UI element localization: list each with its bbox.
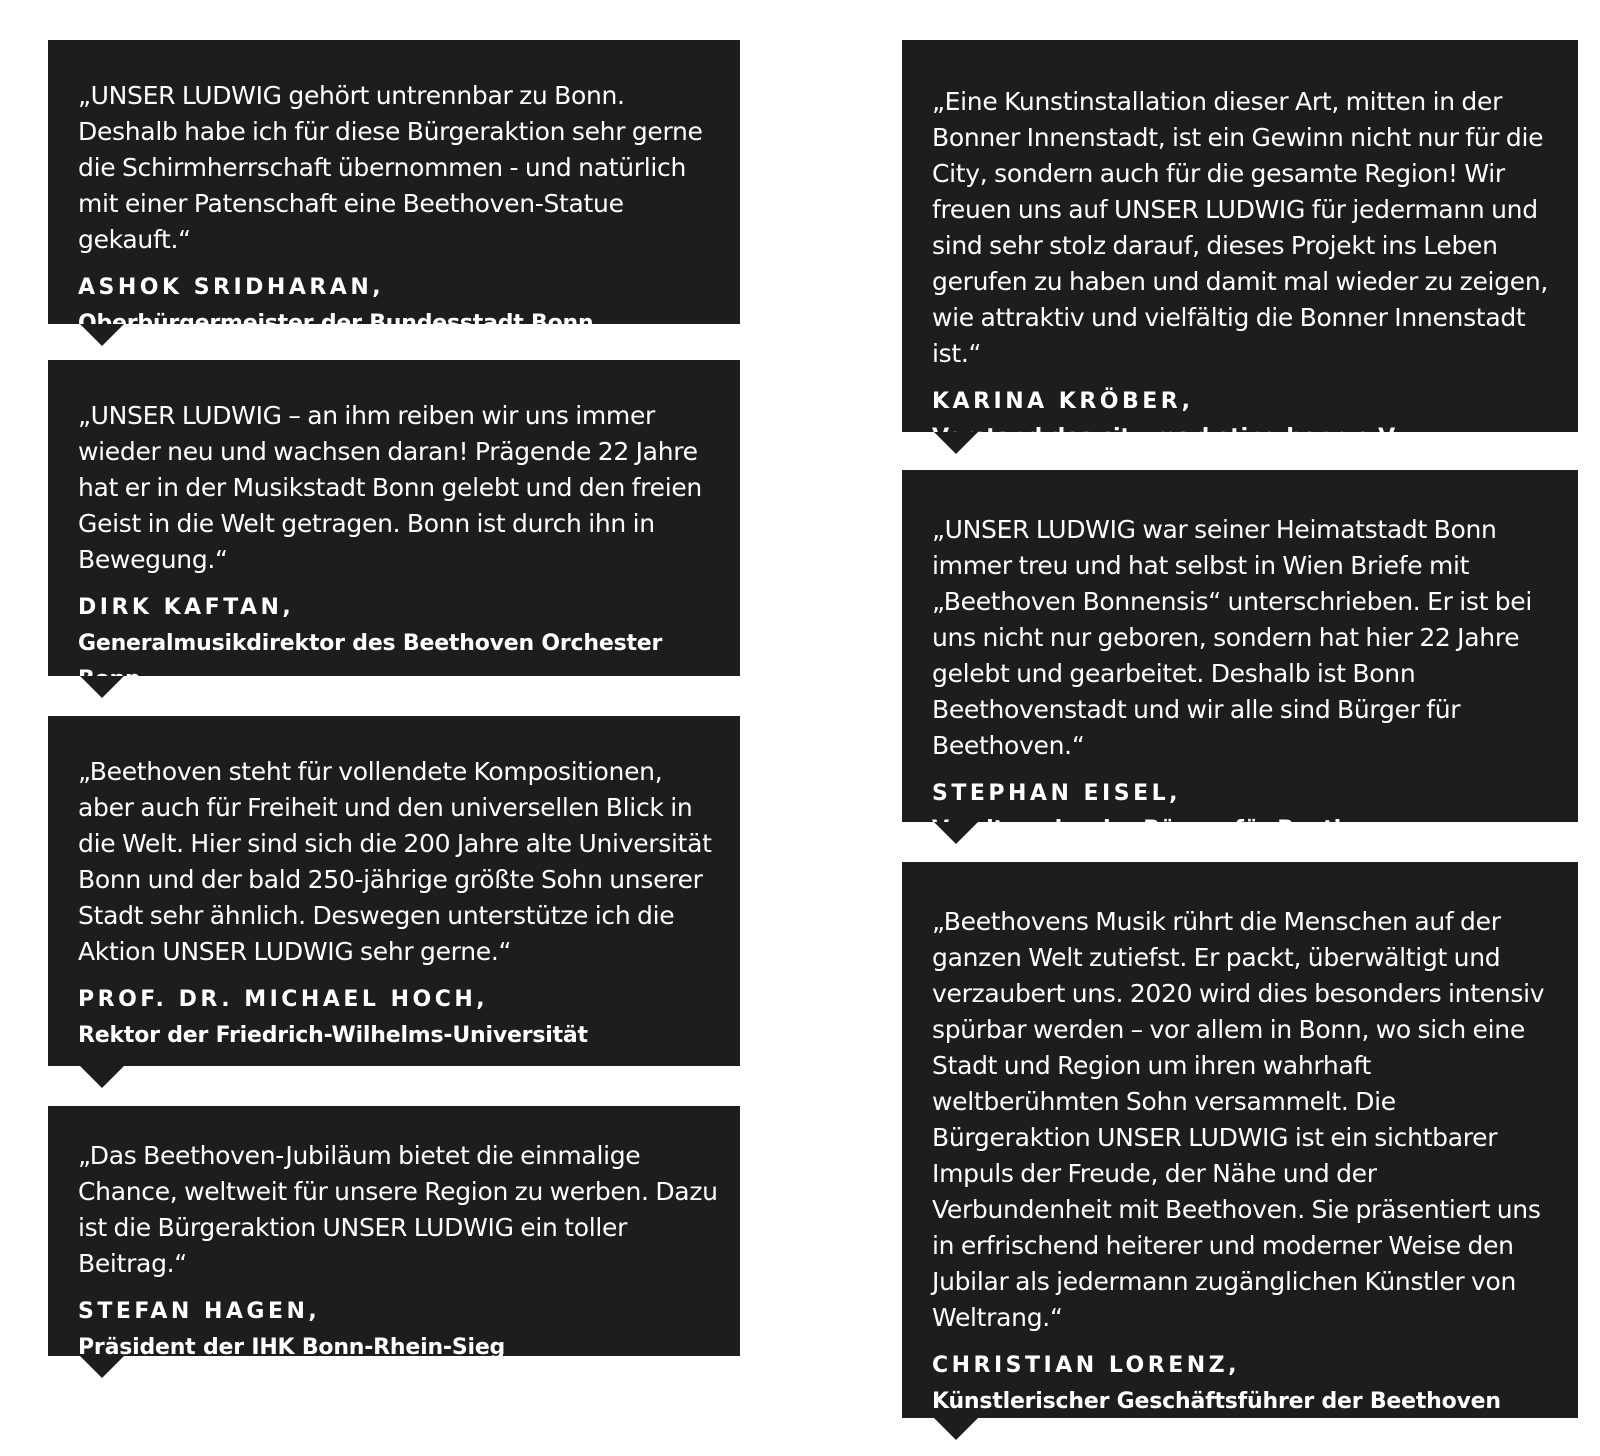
quote-author: STEFAN HAGEN,: [78, 1299, 321, 1324]
quote-text: „Beethovens Musik rührt die Menschen auf der ganzen Welt zutiefst. Er packt, überwältigt und verzaubert uns. 2020 wird dies besonders intensiv spürbar werden – vor allem in Bonn, wo sich eine Stadt und Region um ihren wahrhaft weltberühmten Sohn versammelt. Die Bürgeraktion UNSER LUDWIG ist ein sichtbarer Impuls der Freude, der Nähe und der Verbundenheit mit Beethoven. Sie präsentiert uns in erfrischend heiterer und moderner Weise den Jubilar als jedermann zugänglichen Künstler von Weltrang.“: [932, 907, 1545, 1332]
quote-text: „UNSER LUDWIG – an ihm reiben wir uns immer wieder neu und wachsen daran! Prägende 22 Jahre hat er in der Musikstadt Bonn gelebt und den freien Geist in die Welt getragen. Bonn ist durch ihn in Bewegung.“: [78, 401, 702, 574]
quote-author: ASHOK SRIDHARAN,: [78, 275, 385, 300]
quote-author-role: Präsident der IHK Bonn-Rhein-Sieg: [78, 1335, 506, 1360]
quote-author: DIRK KAFTAN,: [78, 595, 295, 620]
quote-text: „Das Beethoven-Jubiläum bietet die einmalige Chance, weltweit für unsere Region zu werben. Dazu ist die Bürgeraktion UNSER LUDWIG ein toller Beitrag.“: [78, 1141, 718, 1278]
quote-card: [48, 40, 740, 336]
quote-card: [48, 360, 740, 692]
quote-author: CHRISTIAN LORENZ,: [932, 1353, 1240, 1378]
quote-author: KARINA KRÖBER,: [932, 389, 1194, 414]
quote-author-role: Vorsitzender der Bürger für Beethoven: [932, 817, 1409, 842]
quote-author-role: Rektor der Friedrich-Wilhelms-Universität: [78, 1023, 588, 1048]
quote-card: [48, 1106, 740, 1360]
quote-card: [902, 862, 1578, 1450]
quote-author-role: Vorstand des city-marketing bonn e.V.: [932, 425, 1401, 450]
quote-card: [902, 470, 1578, 842]
quote-author-role: Generalmusikdirektor des Beethoven Orchester Bonn: [78, 631, 663, 692]
quote-author: PROF. DR. MICHAEL HOCH,: [78, 987, 489, 1012]
quote-card: [902, 40, 1578, 450]
quote-text: „UNSER LUDWIG gehört untrennbar zu Bonn. Deshalb habe ich für diese Bürgeraktion sehr gerne die Schirmherrschaft übernommen - und natürlich mit einer Patenschaft eine Beethoven-Statue gekauft.“: [78, 81, 703, 254]
quote-author-role: Oberbürgermeister der Bundesstadt Bonn.: [78, 311, 602, 336]
quote-card: [48, 716, 740, 1066]
quote-text: „UNSER LUDWIG war seiner Heimatstadt Bonn immer treu und hat selbst in Wien Briefe mit „Beethoven Bonnensis“ unterschrieben. Er ist bei uns nicht nur geboren, sondern hat hier 22 Jahre gelebt und gearbeitet. Deshalb ist Bonn Beethovenstadt und wir alle sind Bürger für Beethoven.“: [932, 515, 1533, 760]
quote-author: STEPHAN EISEL,: [932, 781, 1181, 806]
quote-text: „Eine Kunstinstallation dieser Art, mitten in der Bonner Innenstadt, ist ein Gewinn nicht nur für die City, sondern auch für die gesamte Region! Wir freuen uns auf UNSER LUDWIG für jedermann und sind sehr stolz darauf, dieses Projekt ins Leben gerufen zu haben und damit mal wieder zu zeigen, wie attraktiv und vielfältig die Bonner Innenstadt ist.“: [932, 87, 1549, 368]
quote-text: „Beethoven steht für vollendete Kompositionen, aber auch für Freiheit und den universellen Blick in die Welt. Hier sind sich die 200 Jahre alte Universität Bonn und der bald 250-jährige größte Sohn unserer Stadt sehr ähnlich. Deswegen unterstütze ich die Aktion UNSER LUDWIG sehr gerne.“: [78, 757, 712, 966]
quote-author-role: Künstlerischer Geschäftsführer der Beethoven Jubiläumsgesellschaft: [932, 1389, 1501, 1450]
